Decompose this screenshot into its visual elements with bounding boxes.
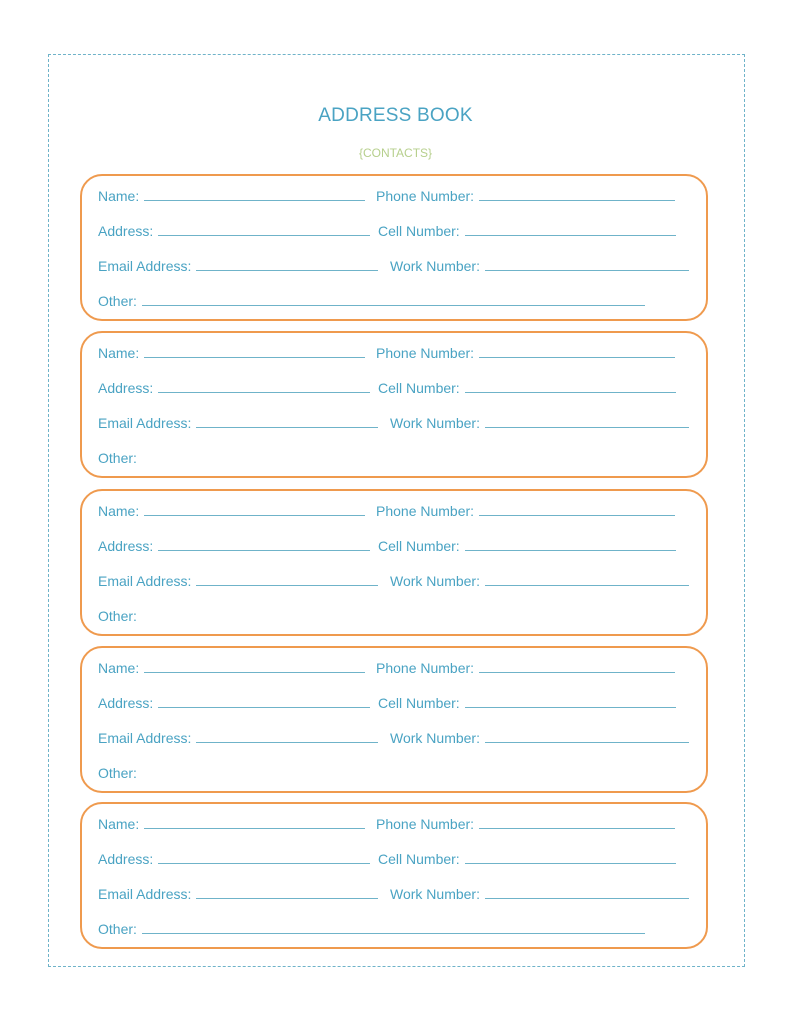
name-field[interactable]	[98, 816, 365, 832]
cell-number-field-label: Cell Number:	[378, 223, 460, 239]
email-address-field-line[interactable]	[196, 584, 378, 586]
cell-number-field[interactable]	[378, 538, 676, 554]
phone-number-field[interactable]	[376, 503, 675, 519]
work-number-field-label: Work Number:	[390, 886, 480, 902]
address-field[interactable]	[98, 851, 370, 867]
address-field-label: Address:	[98, 223, 154, 239]
cell-number-field-label: Cell Number:	[378, 695, 460, 711]
name-field-label: Name:	[98, 345, 140, 361]
work-number-field-label: Work Number:	[390, 573, 480, 589]
other-field[interactable]	[98, 608, 158, 624]
email-address-field[interactable]	[98, 886, 378, 902]
email-address-field-label: Email Address:	[98, 886, 192, 902]
page-title: ADDRESS BOOK	[318, 105, 473, 126]
phone-number-field[interactable]	[376, 345, 675, 361]
email-address-field[interactable]	[98, 573, 378, 589]
cell-number-field-line[interactable]	[465, 706, 676, 708]
email-address-field[interactable]	[98, 730, 378, 746]
work-number-field[interactable]	[390, 258, 689, 274]
cell-number-field-label: Cell Number:	[378, 851, 460, 867]
cell-number-field[interactable]	[378, 223, 676, 239]
page-subtitle: {CONTACTS}	[358, 146, 433, 160]
phone-number-field-line[interactable]	[479, 827, 675, 829]
other-field-label: Other:	[98, 765, 137, 781]
cell-number-field-line[interactable]	[465, 862, 676, 864]
name-field-line[interactable]	[144, 671, 365, 673]
work-number-field-line[interactable]	[485, 269, 689, 271]
work-number-field-line[interactable]	[485, 741, 689, 743]
name-field[interactable]	[98, 503, 365, 519]
name-field-line[interactable]	[144, 199, 365, 201]
cell-number-field-label: Cell Number:	[378, 380, 460, 396]
work-number-field[interactable]	[390, 730, 689, 746]
work-number-field-label: Work Number:	[390, 730, 480, 746]
name-field-line[interactable]	[144, 356, 365, 358]
other-field-label: Other:	[98, 921, 137, 937]
phone-number-field-label: Phone Number:	[376, 816, 475, 832]
email-address-field-label: Email Address:	[98, 415, 192, 431]
phone-number-field-line[interactable]	[479, 356, 675, 358]
email-address-field-line[interactable]	[196, 269, 378, 271]
work-number-field-line[interactable]	[485, 584, 689, 586]
other-field-label: Other:	[98, 450, 137, 466]
email-address-field-line[interactable]	[196, 426, 378, 428]
name-field[interactable]	[98, 660, 365, 676]
other-field-line[interactable]	[142, 304, 645, 306]
address-field-line[interactable]	[158, 706, 370, 708]
phone-number-field-label: Phone Number:	[376, 503, 475, 519]
cell-number-field[interactable]	[378, 851, 676, 867]
other-field[interactable]	[98, 765, 158, 781]
work-number-field-label: Work Number:	[390, 258, 480, 274]
name-field-line[interactable]	[144, 827, 365, 829]
work-number-field[interactable]	[390, 415, 689, 431]
email-address-field-label: Email Address:	[98, 730, 192, 746]
email-address-field[interactable]	[98, 258, 378, 274]
cell-number-field-line[interactable]	[465, 391, 676, 393]
work-number-field-line[interactable]	[485, 897, 689, 899]
address-field[interactable]	[98, 538, 370, 554]
name-field-label: Name:	[98, 503, 140, 519]
address-field-label: Address:	[98, 695, 154, 711]
cell-number-field-line[interactable]	[465, 549, 676, 551]
other-field-label: Other:	[98, 293, 137, 309]
phone-number-field[interactable]	[376, 660, 675, 676]
phone-number-field-label: Phone Number:	[376, 660, 475, 676]
address-field-label: Address:	[98, 538, 154, 554]
phone-number-field-label: Phone Number:	[376, 345, 475, 361]
other-field[interactable]	[98, 293, 645, 309]
email-address-field-line[interactable]	[196, 897, 378, 899]
email-address-field-label: Email Address:	[98, 258, 192, 274]
phone-number-field-line[interactable]	[479, 514, 675, 516]
other-field-line[interactable]	[142, 932, 645, 934]
address-field-label: Address:	[98, 380, 154, 396]
work-number-field[interactable]	[390, 886, 689, 902]
other-field-label: Other:	[98, 608, 137, 624]
address-field-line[interactable]	[158, 391, 370, 393]
name-field-label: Name:	[98, 660, 140, 676]
cell-number-field[interactable]	[378, 380, 676, 396]
address-field[interactable]	[98, 223, 370, 239]
name-field-label: Name:	[98, 188, 140, 204]
name-field-line[interactable]	[144, 514, 365, 516]
address-field[interactable]	[98, 380, 370, 396]
work-number-field-line[interactable]	[485, 426, 689, 428]
cell-number-field-line[interactable]	[465, 234, 676, 236]
phone-number-field-line[interactable]	[479, 199, 675, 201]
email-address-field[interactable]	[98, 415, 378, 431]
phone-number-field-line[interactable]	[479, 671, 675, 673]
address-field-line[interactable]	[158, 234, 370, 236]
name-field[interactable]	[98, 345, 365, 361]
work-number-field[interactable]	[390, 573, 689, 589]
cell-number-field-label: Cell Number:	[378, 538, 460, 554]
name-field-label: Name:	[98, 816, 140, 832]
address-field-label: Address:	[98, 851, 154, 867]
address-field-line[interactable]	[158, 549, 370, 551]
phone-number-field-label: Phone Number:	[376, 188, 475, 204]
email-address-field-label: Email Address:	[98, 573, 192, 589]
phone-number-field[interactable]	[376, 188, 675, 204]
cell-number-field[interactable]	[378, 695, 676, 711]
email-address-field-line[interactable]	[196, 741, 378, 743]
other-field[interactable]	[98, 450, 158, 466]
other-field[interactable]	[98, 921, 645, 937]
phone-number-field[interactable]	[376, 816, 675, 832]
address-field-line[interactable]	[158, 862, 370, 864]
work-number-field-label: Work Number:	[390, 415, 480, 431]
name-field[interactable]	[98, 188, 365, 204]
address-field[interactable]	[98, 695, 370, 711]
